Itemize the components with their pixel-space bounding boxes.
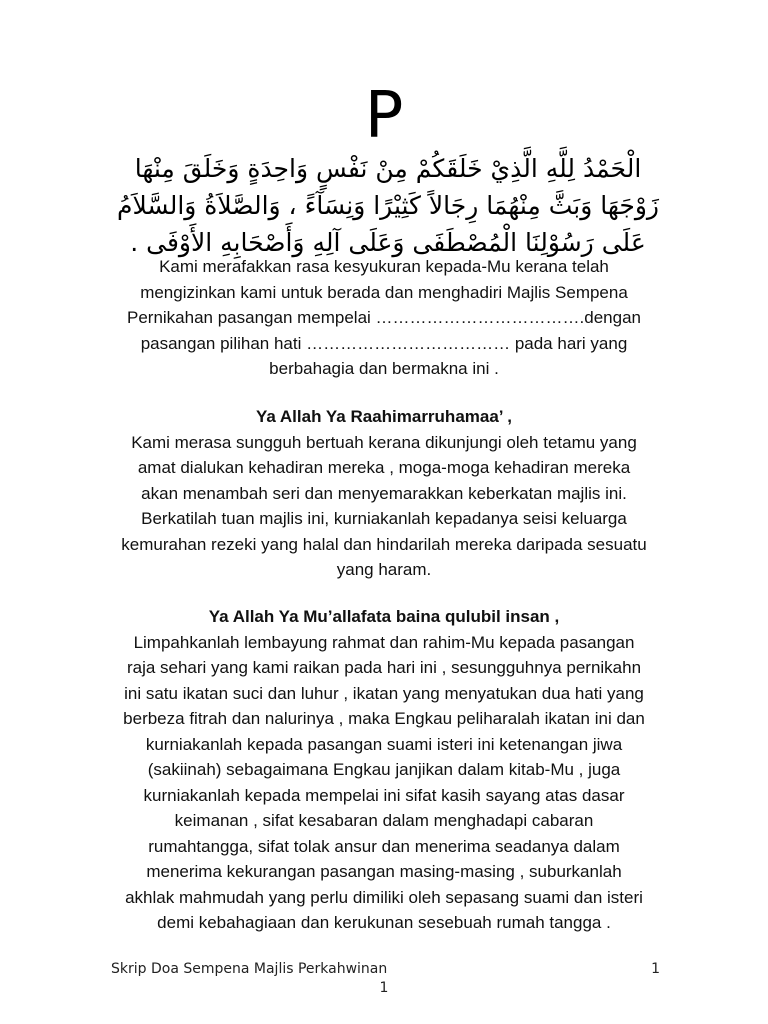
- section-heading: Ya Allah Ya Mu’allafata baina qulubil insan ,: [208, 607, 560, 626]
- text-line: akhlak mahmudah yang perlu dimiliki oleh sepasang suami dan isteri: [125, 887, 643, 907]
- text-line: Kami merasa sungguh bertuah kerana dikunjungi oleh tetamu yang: [131, 432, 637, 452]
- text-line: yang haram.: [336, 560, 432, 579]
- text-line: kurniakanlah kepada pasangan suami isteri ini ketenangan jiwa: [145, 734, 623, 754]
- text-line: Limpahkanlah lembayung rahmat dan rahim-Mu kepada pasangan: [133, 632, 635, 652]
- text-line: amat dialukan kehadiran mereka , moga-moga kehadiran mereka: [137, 458, 631, 477]
- text-line: mengizinkan kami untuk berada dan menghadiri Majlis Sempena: [140, 282, 628, 302]
- paragraph-gratitude: [84, 254, 684, 382]
- text-line: kurniakanlah kepada mempelai ini sifat kasih sayang atas dasar: [143, 785, 625, 805]
- text-line: Kami merafakkan rasa kesyukuran kepada-Mu kerana telah: [159, 257, 609, 276]
- text-line: demi kebahagiaan dan kerukunan sesebuah rumah tangga .: [157, 913, 611, 932]
- text-line: pasangan pilihan hati ……………………………… pada hari yang: [140, 333, 628, 353]
- text-line: keimanan , sifat kesabaran dalam menghadapi cabaran: [174, 811, 594, 830]
- arabic-line: زَوْجَهَا وَبَثَّ مِنْهُمَا رِجَالاً كَثِيْرًا وَنِسَآءً ، وَالصَّلاَةُ وَالسَّلاَمُ: [117, 191, 659, 220]
- footer-page-number: 1: [651, 961, 660, 977]
- arabic-opening-prayer: [108, 150, 668, 261]
- text-line: akan menambah seri dan menyemarakkan keberkatan majlis ini.: [141, 483, 627, 503]
- drop-cap-letter: P: [364, 79, 404, 153]
- text-line: ini satu ikatan suci dan luhur , ikatan yang menyatukan dua hati yang: [124, 683, 644, 703]
- section-heading: Ya Allah Ya Raahimarruhamaa’ ,: [255, 407, 513, 426]
- footer-page-number-center: 1: [379, 980, 389, 996]
- text-line: raja sehari yang kami raikan pada hari ini , sesungguhnya pernikahn: [126, 658, 642, 677]
- text-line: Berkatilah tuan majlis ini, kurniakanlah kepadanya seisi keluarga: [141, 509, 627, 528]
- text-line: berbeza fitrah dan nalurinya , maka Engkau peliharalah ikatan ini dan: [123, 709, 645, 728]
- text-line: rumahtangga, sifat tolak ansur dan menerima seadanya dalam: [148, 836, 620, 856]
- section-couple-blessing: [84, 604, 684, 936]
- text-line: (sakiinah) sebagaimana Engkau janjikan dalam kitab-Mu , juga: [147, 760, 621, 779]
- section-guests: [84, 404, 684, 583]
- text-line: kemurahan rezeki yang halal dan hindarilah mereka daripada sesuatu: [121, 534, 647, 554]
- text-line: menerima kekurangan pasangan masing-masing , suburkanlah: [146, 862, 622, 881]
- text-line: Pernikahan pasangan mempelai ……………………………….dengan: [126, 308, 641, 327]
- arabic-line: عَلَى رَسُوْلِنَا الْمُصْطَفَى وَعَلَى آلِهِ وَأَصْحَابِهِ الأَوْفَى .: [130, 228, 646, 257]
- arabic-line: الْحَمْدُ لِلَّهِ الَّذِيْ خَلَقَكُمْ مِنْ نَفْسٍ وَاحِدَةٍ وَخَلَقَ مِنْهَا: [134, 154, 642, 183]
- footer-title: Skrip Doa Sempena Majlis Perkahwinan: [111, 961, 388, 977]
- text-line: berbahagia dan bermakna ini .: [269, 359, 499, 378]
